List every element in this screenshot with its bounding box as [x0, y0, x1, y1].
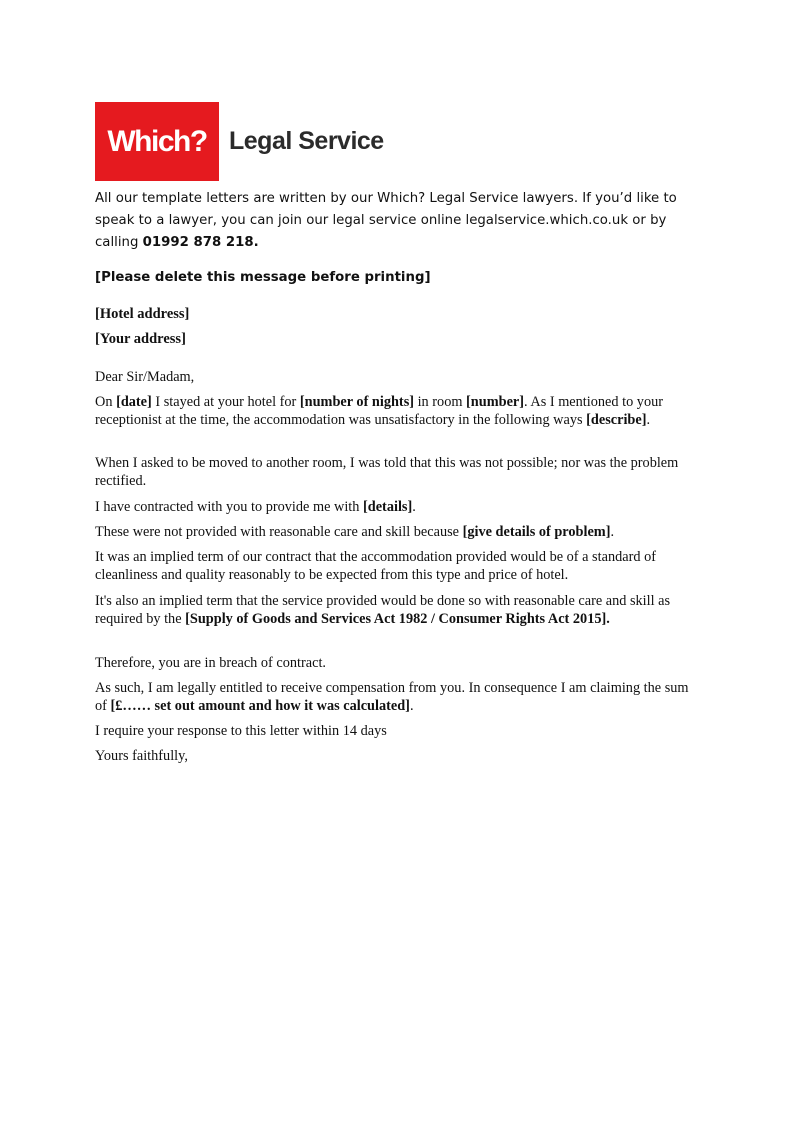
- describe-placeholder: [describe]: [586, 412, 647, 428]
- p1-text-4: . As I mentioned to your receptionist at the time, the accommodation was unsatisfactory in the following ways: [95, 394, 664, 428]
- paragraph-breach: Therefore, you are in breach of contract.: [95, 655, 327, 671]
- signoff: Yours faithfully,: [95, 748, 188, 764]
- details-placeholder: [details]: [363, 499, 413, 515]
- room-placeholder: [number]: [466, 394, 525, 410]
- legal-service-logo-text: Legal Service: [229, 127, 384, 155]
- nights-placeholder: [number of nights]: [299, 394, 415, 410]
- which-logo-box: [95, 102, 219, 181]
- delete-note: [Please delete this message before printing]: [95, 270, 431, 285]
- p3-text-2: .: [412, 499, 416, 515]
- paragraph-care-skill: [95, 523, 695, 541]
- amount-placeholder: [£…… set out amount and how it was calculated]: [110, 698, 410, 714]
- act-placeholder: [Supply of Goods and Services Act 1982 / Consumer Rights Act 2015].: [185, 611, 610, 627]
- paragraph-response: I require your response to this letter within 14 days: [95, 723, 387, 739]
- p1-text-5: .: [646, 412, 651, 428]
- paragraph-move-room: When I asked to be moved to another room, I was told that this was not possible; nor was the problem rectified.: [95, 455, 679, 489]
- intro-paragraph: [95, 188, 700, 254]
- p8-text-1: As such, I am legally entitled to receive compensation from you. In consequence I am claiming the sum of: [95, 680, 689, 714]
- p1-text-2: I stayed at your hotel for: [151, 394, 300, 410]
- problem-placeholder: [give details of problem]: [462, 524, 611, 540]
- paragraph-compensation: [95, 679, 695, 715]
- intro-text: All our template letters are written by our Which? Legal Service lawyers. If you’d like to speak to a lawyer, you can join our legal service online legalservice.which.co.uk or by calling: [95, 191, 677, 250]
- p6-text-1: It's also an implied term that the service provided would be done so with reasonable care and skill as required by the: [95, 593, 671, 627]
- paragraph-contract: [95, 498, 695, 516]
- salutation: Dear Sir/Madam,: [95, 369, 195, 385]
- hotel-address: [Hotel address]: [95, 306, 190, 322]
- p4-text-1: These were not provided with reasonable care and skill because: [95, 524, 463, 540]
- p4-text-2: .: [610, 524, 615, 540]
- paragraph-stay: [95, 393, 695, 429]
- p3-text-1: I have contracted with you to provide me with: [95, 499, 363, 515]
- p8-text-2: .: [409, 698, 414, 714]
- paragraph-service-term: [95, 592, 695, 628]
- p1-text-3: in room: [414, 394, 467, 410]
- intro-phone: 01992 878 218.: [142, 235, 259, 250]
- date-placeholder: [date]: [116, 394, 152, 410]
- which-legal-service-logo: [95, 102, 384, 181]
- your-address: [Your address]: [95, 331, 186, 347]
- paragraph-implied-term: It was an implied term of our contract that the accommodation provided would be of a standard of cleanliness and quality reasonably to be expected from this type and price of hotel.: [95, 549, 656, 583]
- p1-text-1: On: [95, 394, 117, 410]
- which-logo-text: Which?: [107, 124, 207, 158]
